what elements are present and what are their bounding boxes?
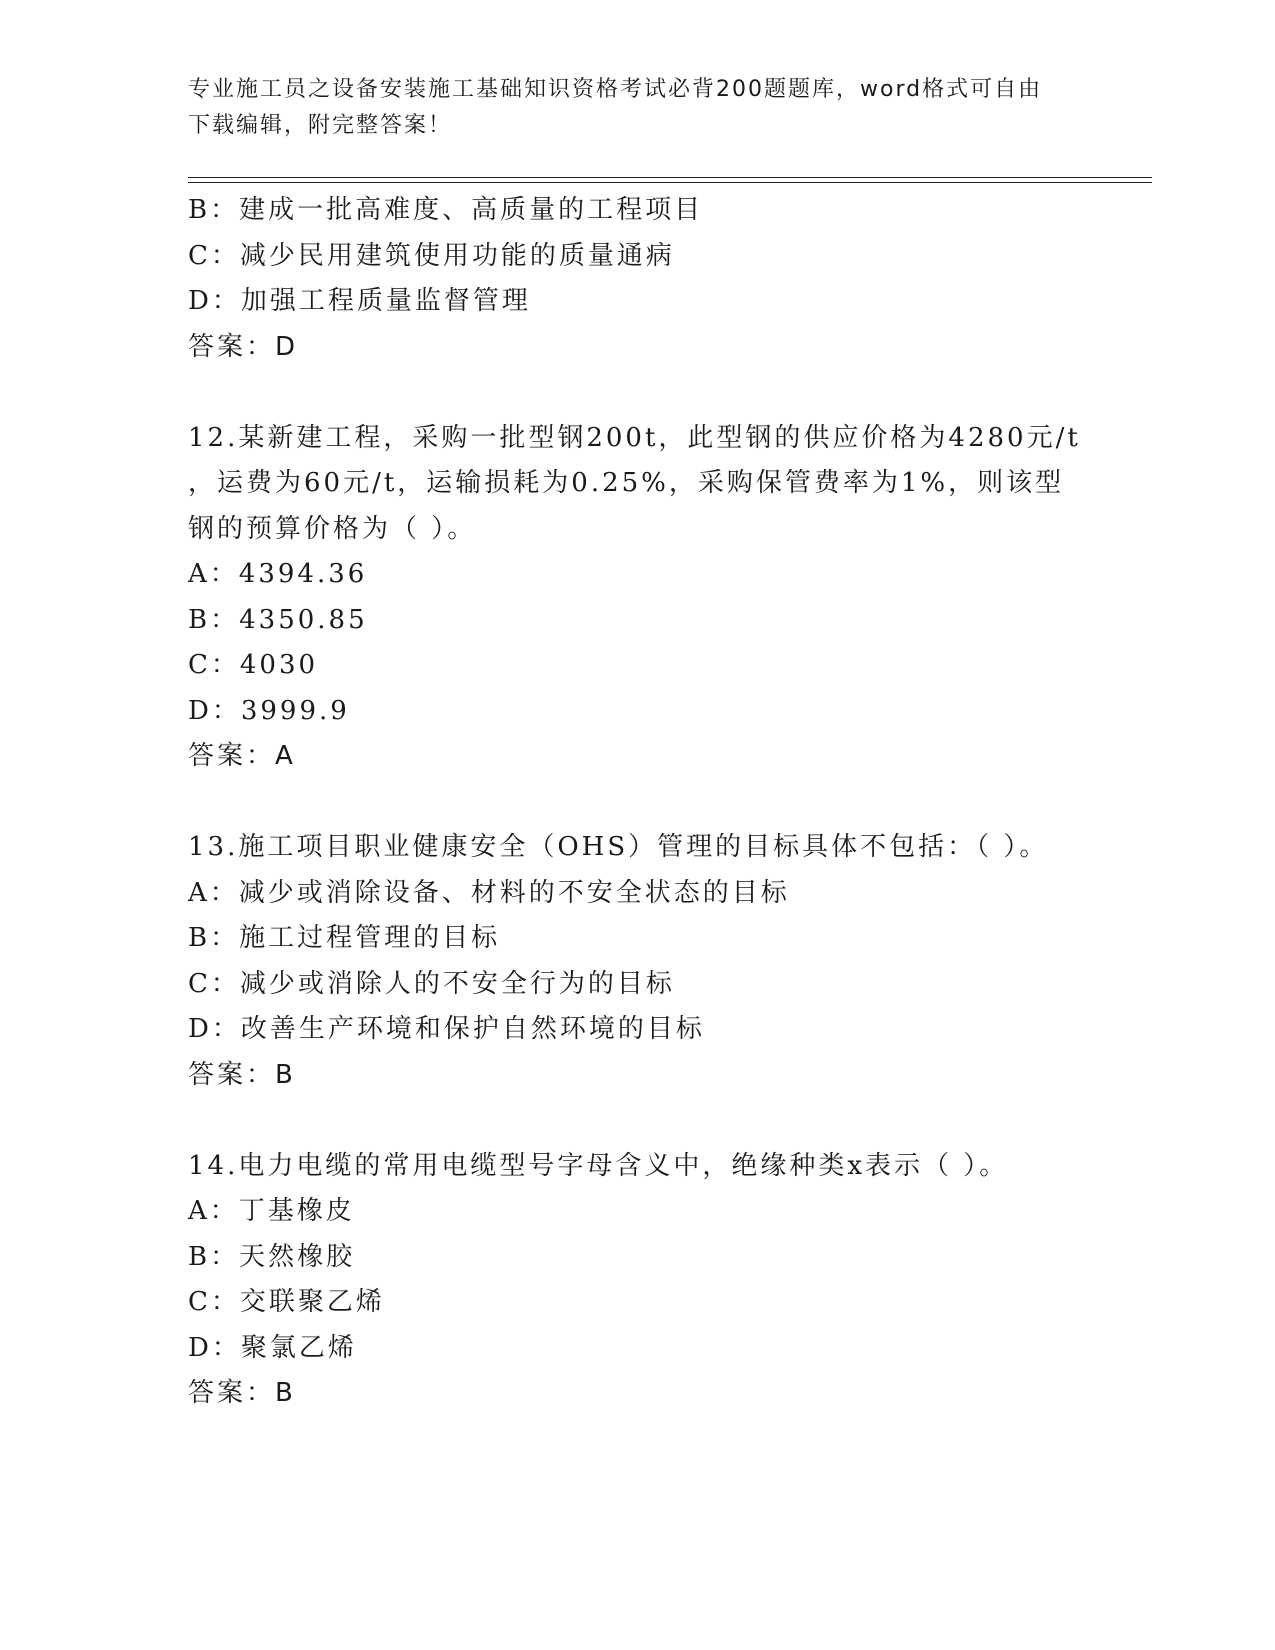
option-d: D：3999.9 [188,695,350,726]
question-text-line-3: 钢的预算价格为（ ）。 [188,513,477,544]
question-block-12 [188,416,1088,780]
option-b: B：天然橡胶 [188,1241,356,1272]
option-b: B：施工过程管理的目标 [188,923,501,953]
option-c: C：减少或消除人的不安全行为的目标 [188,968,675,999]
header-line-2: 下载编辑，附完整答案！ [188,113,453,138]
option-a: A：4394.36 [188,559,368,589]
option-c: C：减少民用建筑使用功能的质量通病 [188,240,675,271]
answer-line: 答案：B [188,1059,296,1090]
answer-line: 答案：A [188,741,296,771]
header-line-1: 专业施工员之设备安装施工基础知识资格考试必背200题题库，word格式可自由 [188,77,1043,102]
option-d: D：加强工程质量监督管理 [188,286,531,316]
header-divider-bottom [188,182,1152,183]
answer-line: 答案：D [188,331,299,362]
question-block-13 [188,825,1088,1098]
option-a: A：丁基橡皮 [188,1196,355,1226]
option-c: C：交联聚乙烯 [188,1287,385,1317]
option-a: A：减少或消除设备、材料的不安全状态的目标 [188,877,790,908]
question-list [188,188,1088,1417]
question-text-line-1: 12.某新建工程，采购一批型钢200t，此型钢的供应价格为4280元/t [188,422,1081,453]
option-b: B：4350.85 [188,604,368,635]
answer-line: 答案：B [188,1378,296,1408]
option-c: C：4030 [188,650,319,680]
document-header [188,72,1068,144]
question-block-11 [188,188,1088,370]
option-b: B：建成一批高难度、高质量的工程项目 [188,195,704,225]
question-text-line-2: ，运费为60元/t，运输损耗为0.25%，采购保管费率为1%，则该型 [188,468,1065,498]
question-block-14 [188,1144,1088,1417]
question-text: 14.电力电缆的常用电缆型号字母含义中，绝缘种类x表示（ ）。 [188,1150,1009,1181]
header-divider-top [188,177,1152,178]
question-text: 13.施工项目职业健康安全（OHS）管理的目标具体不包括：（ ）。 [188,832,1049,862]
option-d: D：聚氯乙烯 [188,1332,357,1363]
option-d: D：改善生产环境和保护自然环境的目标 [188,1014,705,1044]
